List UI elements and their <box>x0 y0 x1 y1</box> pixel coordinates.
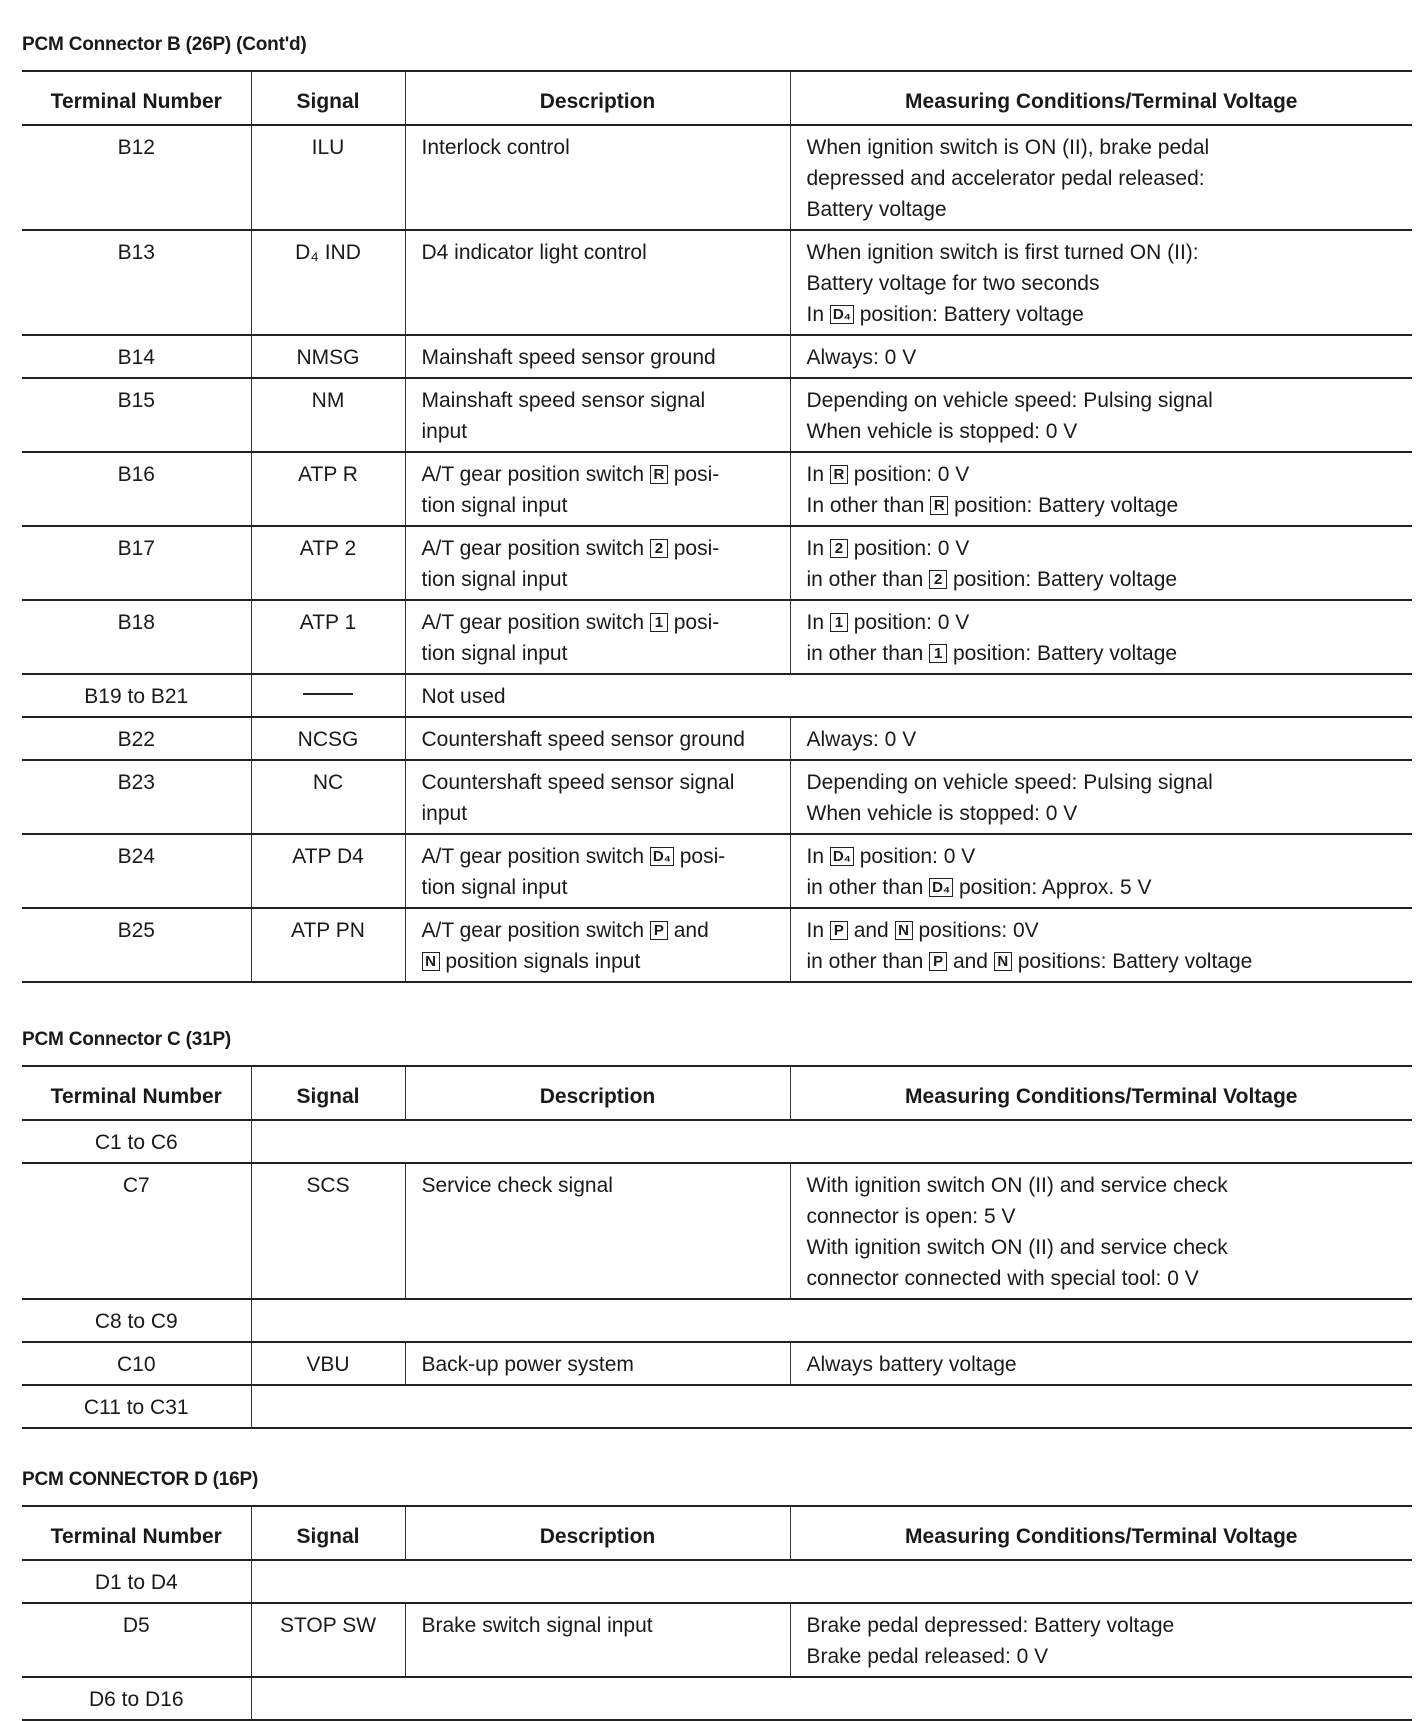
terminal-number: B14 <box>22 335 251 378</box>
terminal-number: B22 <box>22 717 251 760</box>
position-2-icon: 2 <box>830 539 848 558</box>
table-row <box>22 1603 1412 1677</box>
position-1-icon: 1 <box>650 613 668 632</box>
dash-line <box>303 693 353 695</box>
measuring-conditions: In 1 position: 0 V in other than 1 position: Battery voltage <box>790 600 1412 674</box>
position-n-icon: N <box>994 952 1012 971</box>
empty-cell <box>251 1385 1412 1428</box>
position-r-icon: R <box>650 465 668 484</box>
position-n-icon: N <box>895 921 913 940</box>
description: Service check signal <box>405 1163 790 1299</box>
terminal-number: B23 <box>22 760 251 834</box>
measuring-conditions: In D₄ position: 0 V in other than D₄ position: Approx. 5 V <box>790 834 1412 908</box>
header-measuring-conditions: Measuring Conditions/Terminal Voltage <box>790 1066 1412 1120</box>
header-terminal-number: Terminal Number <box>22 1066 251 1120</box>
table-row <box>22 1163 1412 1299</box>
description: Countershaft speed sensor ground <box>405 717 790 760</box>
terminal-number: B13 <box>22 230 251 335</box>
header-description: Description <box>405 1506 790 1560</box>
measuring-conditions: With ignition switch ON (II) and service check connector is open: 5 V With ignition switch ON (II) and service check connector connected with special tool: 0 V <box>790 1163 1412 1299</box>
terminal-number: B24 <box>22 834 251 908</box>
table-row <box>22 1120 1412 1163</box>
terminal-number: B12 <box>22 125 251 230</box>
terminal-number: C11 to C31 <box>22 1385 251 1428</box>
table-row <box>22 1385 1412 1428</box>
measuring-conditions: When ignition switch is ON (II), brake pedal depressed and accelerator pedal released: Battery voltage <box>790 125 1412 230</box>
table-header-row <box>22 1066 1412 1120</box>
table-row <box>22 1299 1412 1342</box>
position-1-icon: 1 <box>929 644 947 663</box>
signal: NM <box>251 378 405 452</box>
table-row <box>22 378 1412 452</box>
table-row <box>22 1677 1412 1720</box>
table-row <box>22 452 1412 526</box>
terminal-number: D1 to D4 <box>22 1560 251 1603</box>
table-header-row <box>22 71 1412 125</box>
section-c-title: PCM Connector C (31P) <box>22 1029 232 1050</box>
position-d4-icon: D₄ <box>830 305 854 324</box>
section-d-title: PCM CONNECTOR D (16P) <box>22 1469 259 1490</box>
position-n-icon: N <box>422 952 440 971</box>
description: Interlock control <box>405 125 790 230</box>
connector-c-table <box>22 1065 1412 1429</box>
description: Countershaft speed sensor signal input <box>405 760 790 834</box>
measuring-conditions: In 2 position: 0 V in other than 2 position: Battery voltage <box>790 526 1412 600</box>
terminal-number: B17 <box>22 526 251 600</box>
terminal-number: C10 <box>22 1342 251 1385</box>
position-p-icon: P <box>830 921 848 940</box>
empty-cell <box>251 1560 1412 1603</box>
description: A/T gear position switch 2 posi- tion signal input <box>405 526 790 600</box>
signal: NC <box>251 760 405 834</box>
description: A/T gear position switch D₄ posi- tion signal input <box>405 834 790 908</box>
position-2-icon: 2 <box>929 570 947 589</box>
terminal-number: C1 to C6 <box>22 1120 251 1163</box>
header-description: Description <box>405 1066 790 1120</box>
table-row <box>22 834 1412 908</box>
position-2-icon: 2 <box>650 539 668 558</box>
terminal-number: B16 <box>22 452 251 526</box>
terminal-number: C8 to C9 <box>22 1299 251 1342</box>
position-p-icon: P <box>650 921 668 940</box>
terminal-number: C7 <box>22 1163 251 1299</box>
header-signal: Signal <box>251 1506 405 1560</box>
table-header-row <box>22 1506 1412 1560</box>
table-row <box>22 1560 1412 1603</box>
header-measuring-conditions: Measuring Conditions/Terminal Voltage <box>790 1506 1412 1560</box>
header-signal: Signal <box>251 1066 405 1120</box>
table-row <box>22 335 1412 378</box>
table-row <box>22 600 1412 674</box>
measuring-conditions: Always battery voltage <box>790 1342 1412 1385</box>
signal: D₄ IND <box>251 230 405 335</box>
signal: NMSG <box>251 335 405 378</box>
table-row <box>22 908 1412 982</box>
position-p-icon: P <box>929 952 947 971</box>
table-row <box>22 760 1412 834</box>
signal: SCS <box>251 1163 405 1299</box>
signal: ATP R <box>251 452 405 526</box>
terminal-number: B19 to B21 <box>22 674 251 717</box>
table-row <box>22 230 1412 335</box>
table-row <box>22 1342 1412 1385</box>
position-r-icon: R <box>830 465 848 484</box>
connector-b-table <box>22 70 1412 983</box>
signal: VBU <box>251 1342 405 1385</box>
signal: ATP 2 <box>251 526 405 600</box>
description: Mainshaft speed sensor ground <box>405 335 790 378</box>
measuring-conditions: Depending on vehicle speed: Pulsing signal When vehicle is stopped: 0 V <box>790 760 1412 834</box>
signal <box>251 674 405 717</box>
terminal-number: B25 <box>22 908 251 982</box>
terminal-number: B18 <box>22 600 251 674</box>
header-terminal-number: Terminal Number <box>22 71 251 125</box>
signal: ATP PN <box>251 908 405 982</box>
signal: NCSG <box>251 717 405 760</box>
connector-d-table <box>22 1505 1412 1721</box>
header-description: Description <box>405 71 790 125</box>
header-terminal-number: Terminal Number <box>22 1506 251 1560</box>
terminal-number: D6 to D16 <box>22 1677 251 1720</box>
position-d4-icon: D₄ <box>650 847 674 866</box>
empty-cell <box>251 1120 1412 1163</box>
measuring-conditions: In R position: 0 V In other than R position: Battery voltage <box>790 452 1412 526</box>
measuring-conditions: Always: 0 V <box>790 717 1412 760</box>
description: A/T gear position switch P and N position signals input <box>405 908 790 982</box>
page <box>22 34 1412 1721</box>
description: Mainshaft speed sensor signal input <box>405 378 790 452</box>
table-row <box>22 125 1412 230</box>
table-row <box>22 674 1412 717</box>
header-measuring-conditions: Measuring Conditions/Terminal Voltage <box>790 71 1412 125</box>
description: A/T gear position switch 1 posi- tion signal input <box>405 600 790 674</box>
signal: STOP SW <box>251 1603 405 1677</box>
description: Back-up power system <box>405 1342 790 1385</box>
measuring-conditions: Always: 0 V <box>790 335 1412 378</box>
position-1-icon: 1 <box>830 613 848 632</box>
signal: ATP D4 <box>251 834 405 908</box>
position-r-icon: R <box>930 496 948 515</box>
description: Brake switch signal input <box>405 1603 790 1677</box>
table-row <box>22 717 1412 760</box>
empty-cell <box>251 1299 1412 1342</box>
measuring-conditions: When ignition switch is first turned ON (II): Battery voltage for two seconds In D₄ position: Battery voltage <box>790 230 1412 335</box>
position-d4-icon: D₄ <box>929 878 953 897</box>
empty-cell <box>251 1677 1412 1720</box>
terminal-number: B15 <box>22 378 251 452</box>
description: A/T gear position switch R posi- tion signal input <box>405 452 790 526</box>
description: D4 indicator light control <box>405 230 790 335</box>
measuring-conditions: In P and N positions: 0V in other than P and N positions: Battery voltage <box>790 908 1412 982</box>
position-d4-icon: D₄ <box>830 847 854 866</box>
section-b-title: PCM Connector B (26P) (Cont'd) <box>22 34 307 55</box>
terminal-number: D5 <box>22 1603 251 1677</box>
description: Not used <box>405 674 1412 717</box>
signal: ILU <box>251 125 405 230</box>
header-signal: Signal <box>251 71 405 125</box>
table-row <box>22 526 1412 600</box>
measuring-conditions: Depending on vehicle speed: Pulsing signal When vehicle is stopped: 0 V <box>790 378 1412 452</box>
measuring-conditions: Brake pedal depressed: Battery voltage Brake pedal released: 0 V <box>790 1603 1412 1677</box>
signal: ATP 1 <box>251 600 405 674</box>
